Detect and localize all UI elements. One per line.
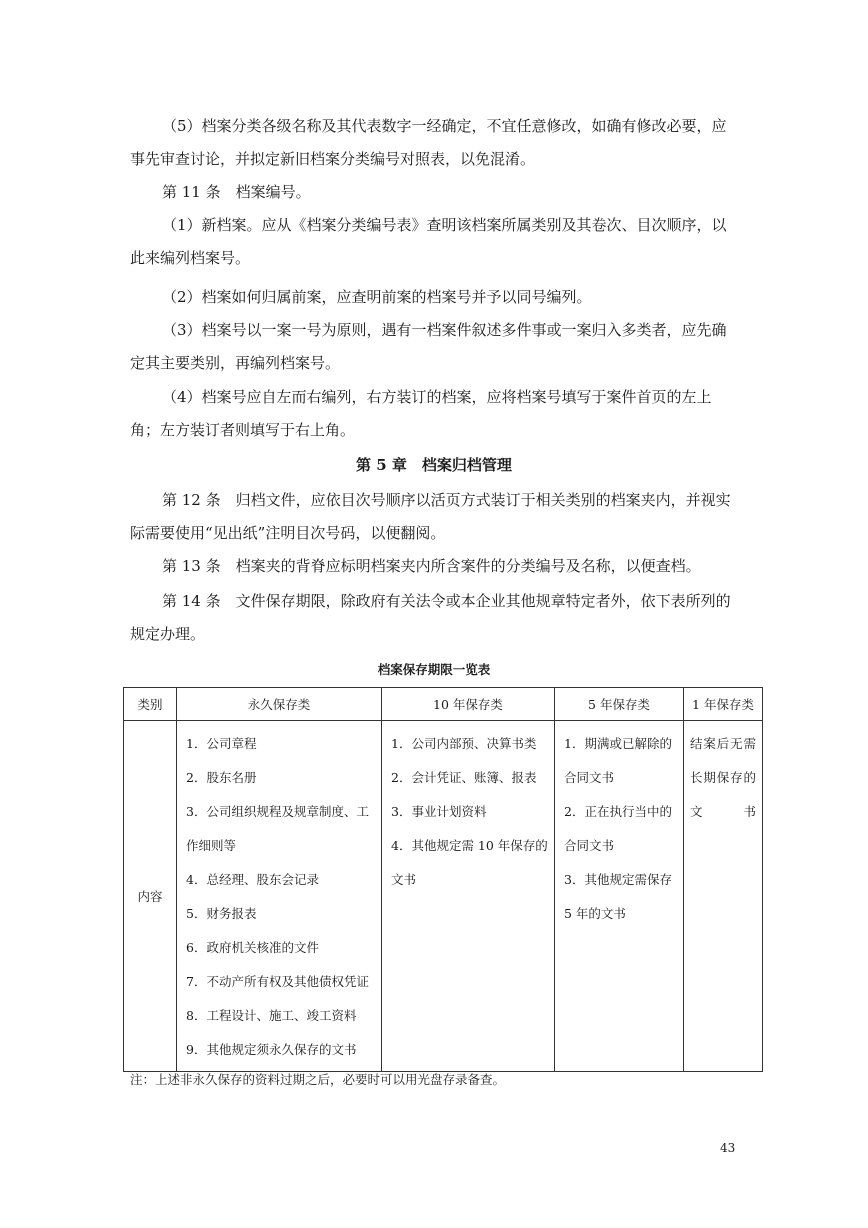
paragraph-p5: （3）档案号以一案一号为原则，遇有一档案件叙述多件事或一案归入多类者，应先确定其主要类别，再编列档案号。: [130, 321, 727, 372]
table-note: 注：上述非永久保存的资料过期之后，必要时可以用光盘存录备查。: [130, 1072, 506, 1087]
page-number: 43: [720, 1141, 736, 1155]
list-item: 6．政府机关核准的文件: [186, 940, 319, 955]
list-item: 2．会计凭证、账簿、报表: [391, 770, 537, 785]
header-permanent: 永久保存类: [177, 688, 382, 721]
list-item: 7．不动产所有权及其他债权凭证: [186, 974, 369, 989]
one-year-content: 结案后无需长期保存的文书: [684, 721, 763, 1072]
list-item: 3．其他规定需保存 5 年的文书: [564, 872, 672, 921]
ten-year-list: [382, 721, 555, 1072]
row-label-content: 内容: [124, 721, 177, 1072]
article-14: 第 14 条 文件保存期限，除政府有关法令或本企业其他规章特定者外，依下表所列的规定办理。: [130, 592, 731, 643]
table-caption: 档案保存期限一览表: [377, 662, 491, 677]
paragraph-p4: （2）档案如何归属前案，应查明前案的档案号并予以同号编列。: [162, 288, 592, 306]
header-category: 类别: [124, 688, 177, 721]
list-item: 2．股东名册: [186, 770, 257, 785]
list-item: 9．其他规定须永久保存的文书: [186, 1042, 357, 1057]
list-item: 8．工程设计、施工、竣工资料: [186, 1008, 357, 1023]
article-13: 第 13 条 档案夹的背脊应标明档案夹内所含案件的分类编号及名称，以便查档。: [162, 557, 701, 575]
list-item: 1．期满或已解除的合同文书: [564, 736, 672, 785]
five-year-list: [555, 721, 684, 1072]
list-item: 4．其他规定需 10 年保存的文书: [391, 838, 548, 887]
list-item: 1．公司章程: [186, 736, 257, 751]
header-one-year: 1 年保存类: [684, 688, 763, 721]
chapter-title: 第 5 章 档案归档管理: [356, 456, 512, 474]
list-item: 5．财务报表: [186, 906, 257, 921]
list-item: 3．事业计划资料: [391, 804, 487, 819]
paragraph-p3: （1）新档案。应从《档案分类编号表》查明该档案所属类别及其卷次、目次顺序，以此来编列档案号。: [130, 216, 727, 267]
list-item: 4．总经理、股东会记录: [186, 872, 319, 887]
paragraph-p6: （4）档案号应自左而右编列，右方装订的档案，应将档案号填写于案件首页的左上角；左方装订者则填写于右上角。: [130, 388, 712, 439]
list-item: 1．公司内部预、决算书类: [391, 736, 537, 751]
table-header-row: [124, 688, 763, 721]
article-11-heading: 第 11 条 档案编号。: [162, 183, 311, 201]
article-12: 第 12 条 归档文件，应依目次号顺序以活页方式装订于相关类别的档案夹内，并视实际需要使用“见出纸”注明目次号码，以便翻阅。: [130, 491, 731, 542]
list-item: 2．正在执行当中的合同文书: [564, 804, 672, 853]
retention-table: [123, 687, 763, 1072]
paragraph-p1: （5）档案分类各级名称及其代表数字一经确定，不宜任意修改，如确有修改必要，应事先审查讨论，并拟定新旧档案分类编号对照表，以免混淆。: [130, 117, 727, 168]
permanent-list: [177, 721, 382, 1072]
table-content-row: [124, 721, 763, 1072]
header-ten-year: 10 年保存类: [382, 688, 555, 721]
list-item: 3．公司组织规程及规章制度、工作细则等: [186, 804, 369, 853]
header-five-year: 5 年保存类: [555, 688, 684, 721]
